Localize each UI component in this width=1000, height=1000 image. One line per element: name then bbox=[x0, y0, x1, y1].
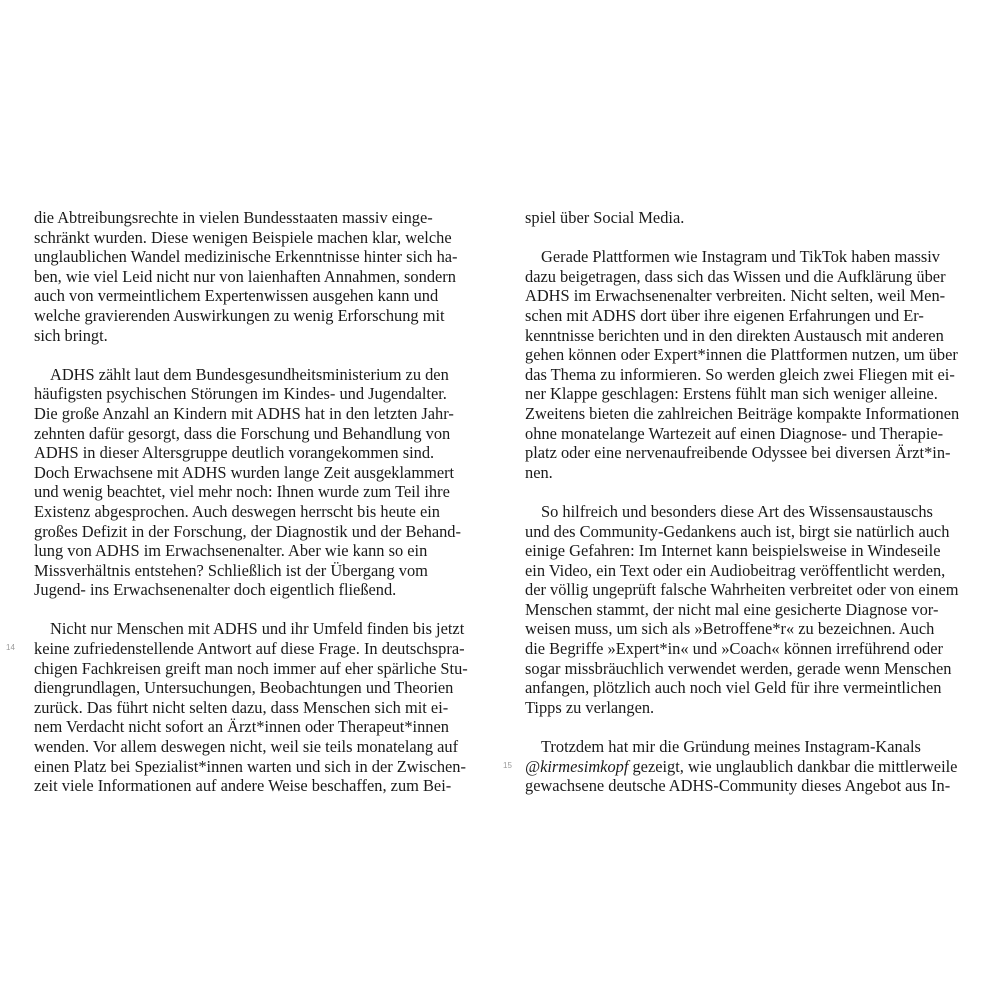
text-line: Jugend- ins Erwachsenenalter doch eigentlich fließend. bbox=[34, 580, 397, 600]
text-line: die Abtreibungsrechte in vielen Bundesstaaten massiv einge- bbox=[34, 208, 433, 227]
text-line: chigen Fachkreisen greift man noch immer auf eher spärliche Stu- bbox=[34, 658, 468, 678]
paragraph-4-wrap bbox=[503, 737, 965, 796]
text-line: Nicht nur Menschen mit ADHS und ihr Umfeld finden bis jetzt bbox=[50, 619, 465, 639]
text-fragment: gezeigt, wie unglaublich dankbar die mittlerweile bbox=[628, 756, 958, 776]
text-line: keine zufriedenstellende Antwort auf diese Frage. In deutschspra- bbox=[34, 639, 465, 659]
text-line: das Thema zu informieren. So werden gleich zwei Fliegen mit ei- bbox=[525, 364, 955, 384]
paragraph-3 bbox=[525, 502, 965, 718]
left-page bbox=[6, 208, 474, 796]
text-line: Existenz abgesprochen. Auch deswegen herrscht bis heute ein bbox=[34, 501, 440, 521]
text-line: sogar missbräuchlich verwendet werden, gerade wenn Menschen bbox=[525, 658, 952, 678]
text-line: ADHS in dieser Altersgruppe deutlich vorangekommen sind. bbox=[34, 443, 435, 463]
text-line: einige Gefahren: Im Internet kann beispielsweise in Windeseile bbox=[525, 541, 941, 561]
text-line: wenden. Vor allem deswegen nicht, weil sie teils monatelang auf bbox=[34, 737, 459, 757]
paragraph-4 bbox=[525, 737, 965, 796]
text-line: spiel über Social Media. bbox=[525, 208, 685, 227]
text-line: ner Klappe geschlagen: Erstens fühlt man sich weniger alleine. bbox=[525, 384, 938, 404]
text-line: ben, wie viel Leid nicht nur von laienhaften Annahmen, sondern bbox=[34, 266, 456, 286]
text-line: Missverhältnis entstehen? Schließlich ist der Übergang vom bbox=[34, 560, 428, 580]
page-number: 14 bbox=[6, 643, 15, 653]
text-line bbox=[525, 757, 965, 777]
text-line: kenntnisse berichten und in den direkten Austausch mit anderen bbox=[525, 325, 944, 345]
paragraph-3 bbox=[34, 619, 474, 795]
text-line: Gerade Plattformen wie Instagram und TikTok haben massiv bbox=[541, 247, 940, 267]
text-line: Zweitens bieten die zahlreichen Beiträge kompakte Informationen bbox=[525, 403, 960, 423]
text-line: diengrundlagen, Untersuchungen, Beobachtungen und Theorien bbox=[34, 678, 454, 698]
text-line: Doch Erwachsene mit ADHS wurden lange Zeit ausgeklammert bbox=[34, 462, 455, 482]
text-line: einen Platz bei Spezialist*innen warten und sich in der Zwischen- bbox=[34, 756, 466, 776]
text-line: und wenig beachtet, viel mehr noch: Ihnen wurde zum Teil ihre bbox=[34, 482, 450, 502]
text-line: die Begriffe »Expert*in« und »Coach« können irreführend oder bbox=[525, 639, 943, 659]
text-line: schränkt wurden. Diese wenigen Beispiele machen klar, welche bbox=[34, 227, 452, 247]
text-line: schen mit ADHS dort über ihre eigenen Erfahrungen und Er- bbox=[525, 305, 924, 325]
text-line: sich bringt. bbox=[34, 325, 108, 345]
text-line: nem Verdacht nicht sofort an Ärzt*innen oder Therapeut*innen bbox=[34, 717, 449, 737]
text-line: auch von vermeintlichem Expertenwissen ausgehen kann und bbox=[34, 286, 439, 306]
text-line: und des Community-Gedankens auch ist, birgt sie natürlich auch bbox=[525, 521, 950, 541]
text-line: So hilfreich und besonders diese Art des Wissensaustauschs bbox=[541, 501, 933, 521]
text-line: der völlig ungeprüft falsche Wahrheiten verbreitet oder von einem bbox=[525, 580, 959, 600]
text-line: zeit viele Informationen auf andere Weise beschaffen, zum Bei- bbox=[34, 776, 452, 796]
text-line: großes Defizit in der Forschung, der Diagnostik und der Behand- bbox=[34, 521, 461, 541]
text-line: ADHS im Erwachsenenalter verbreiten. Nicht selten, weil Men- bbox=[525, 286, 946, 306]
paragraph-3-wrap bbox=[6, 619, 474, 796]
text-line: unglaublichen Wandel medizinische Erkenntnisse hinter sich ha- bbox=[34, 247, 458, 267]
page-number: 15 bbox=[503, 761, 512, 771]
text-line: gehen können oder Expert*innen die Plattformen nutzen, um über bbox=[525, 345, 958, 365]
text-line: nen. bbox=[525, 462, 553, 482]
text-line: Menschen stammt, der nicht mal eine gesicherte Diagnose vor- bbox=[525, 599, 939, 619]
instagram-handle: @kirmesimkopf bbox=[525, 756, 629, 776]
text-line: häufigsten psychischen Störungen im Kindes- und Jugendalter. bbox=[34, 384, 447, 404]
text-line: lung von ADHS im Erwachsenenalter. Aber wie kann so ein bbox=[34, 541, 428, 561]
text-line: ohne monatelange Wartezeit auf einen Diagnose- und Therapie- bbox=[525, 423, 944, 443]
paragraph-1 bbox=[34, 208, 474, 345]
text-line: Die große Anzahl an Kindern mit ADHS hat in den letzten Jahr- bbox=[34, 403, 454, 423]
text-line: Trotzdem hat mir die Gründung meines Instagram-Kanals bbox=[541, 737, 921, 757]
paragraph-2 bbox=[34, 365, 474, 600]
text-line: gewachsene deutsche ADHS-Community dieses Angebot aus In- bbox=[525, 776, 951, 796]
text-line: zurück. Das führt nicht selten dazu, dass Menschen sich mit ei- bbox=[34, 697, 449, 717]
text-line: weisen muss, um sich als »Betroffene*r« zu bezeichnen. Auch bbox=[525, 619, 935, 639]
text-line: welche gravierenden Auswirkungen zu wenig Erforschung mit bbox=[34, 305, 445, 325]
text-line: ein Video, ein Text oder ein Audiobeitrag veröffentlicht werden, bbox=[525, 560, 946, 580]
text-line: Tipps zu verlangen. bbox=[525, 697, 655, 717]
text-line: zehnten dafür gesorgt, dass die Forschung und Behandlung von bbox=[34, 423, 451, 443]
text-line: ADHS zählt laut dem Bundesgesundheitsministerium zu den bbox=[50, 364, 449, 384]
text-line: platz oder eine nervenaufreibende Odyssee bei diversen Ärzt*in- bbox=[525, 443, 951, 463]
paragraph-2 bbox=[525, 247, 965, 482]
text-line: anfangen, plötzlich auch noch viel Geld für ihre vermeintlichen bbox=[525, 678, 942, 698]
right-page bbox=[503, 208, 965, 796]
text-line: dazu beigetragen, dass sich das Wissen und die Aufklärung über bbox=[525, 266, 946, 286]
paragraph-1 bbox=[525, 208, 965, 228]
